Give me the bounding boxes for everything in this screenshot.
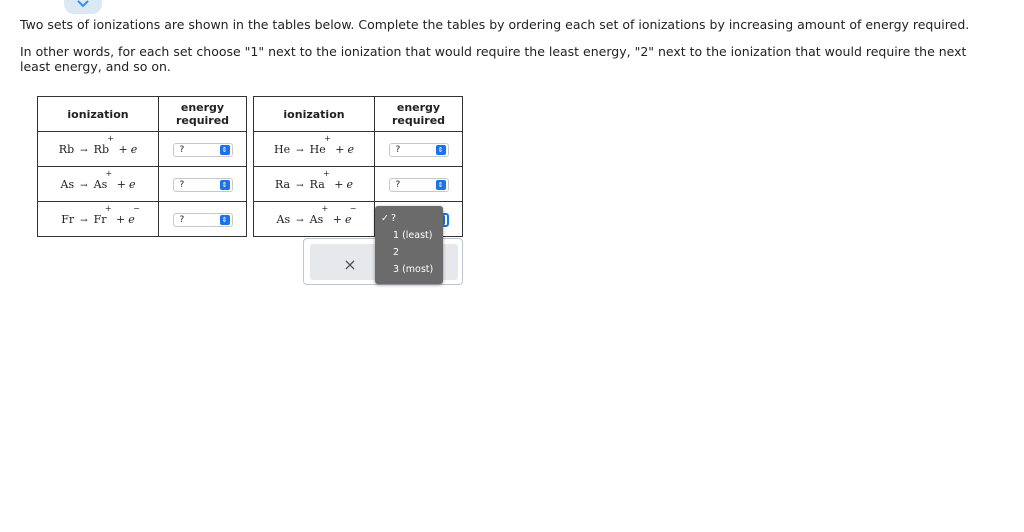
energy-select[interactable]: ? ⇕	[389, 143, 449, 157]
instruction-line-2: In other words, for each set choose "1" next to the ionization that would require the least energy, "2" next to the ionization that would require the next least energy, and so on.	[20, 44, 967, 74]
header-ionization: ionization	[38, 97, 159, 132]
select-chevron-icon: ⇕	[436, 145, 446, 155]
reaction-cell: Fr → Fr + + e −	[38, 202, 159, 237]
dropdown-option-3[interactable]: 3 (most)	[393, 264, 434, 275]
table-row	[38, 167, 247, 202]
select-chevron-icon: ⇕	[220, 145, 230, 155]
energy-select[interactable]: ? ⇕	[389, 178, 449, 192]
energy-select[interactable]: ? ⇕	[173, 143, 233, 157]
energy-select[interactable]: ? ⇕	[173, 213, 233, 227]
header-ionization: ionization	[254, 97, 375, 132]
table-row	[38, 132, 247, 167]
header-energy: energy required	[159, 97, 247, 132]
select-chevron-icon: ⇕	[436, 180, 446, 190]
reaction-cell: Ra → Ra + + e	[254, 167, 375, 202]
collapse-tab[interactable]	[64, 0, 102, 14]
instructions	[20, 17, 1000, 86]
reaction-cell: As → As + + e	[38, 167, 159, 202]
select-chevron-icon: ⇕	[220, 180, 230, 190]
close-button[interactable]	[340, 254, 360, 274]
header-energy: energy required	[375, 97, 463, 132]
energy-cell	[159, 202, 247, 237]
select-chevron-icon: ⇕	[220, 215, 230, 225]
table-row	[254, 167, 463, 202]
energy-cell	[375, 132, 463, 167]
reaction-cell: He → He + + e	[254, 132, 375, 167]
energy-cell	[375, 167, 463, 202]
energy-cell	[159, 132, 247, 167]
instruction-line-1: Two sets of ionizations are shown in the tables below. Complete the tables by ordering each set of ionizations by increasing amount of energy required.	[20, 17, 970, 32]
dropdown-option-unset[interactable]: ✓ ?	[381, 213, 397, 224]
energy-dropdown-menu	[375, 206, 443, 284]
energy-cell	[159, 167, 247, 202]
table-row	[38, 202, 247, 237]
dropdown-option-1[interactable]: 1 (least)	[393, 230, 433, 241]
dropdown-option-2[interactable]: 2	[393, 247, 400, 258]
reaction-cell: Rb → Rb + + e	[38, 132, 159, 167]
close-icon: ×	[343, 254, 357, 274]
table-row	[254, 132, 463, 167]
chevron-down-icon	[77, 0, 89, 8]
reaction-cell: As → As + + e −	[254, 202, 375, 237]
ionization-table-1	[37, 96, 247, 237]
energy-select[interactable]: ? ⇕	[173, 178, 233, 192]
check-icon: ✓	[381, 213, 389, 224]
